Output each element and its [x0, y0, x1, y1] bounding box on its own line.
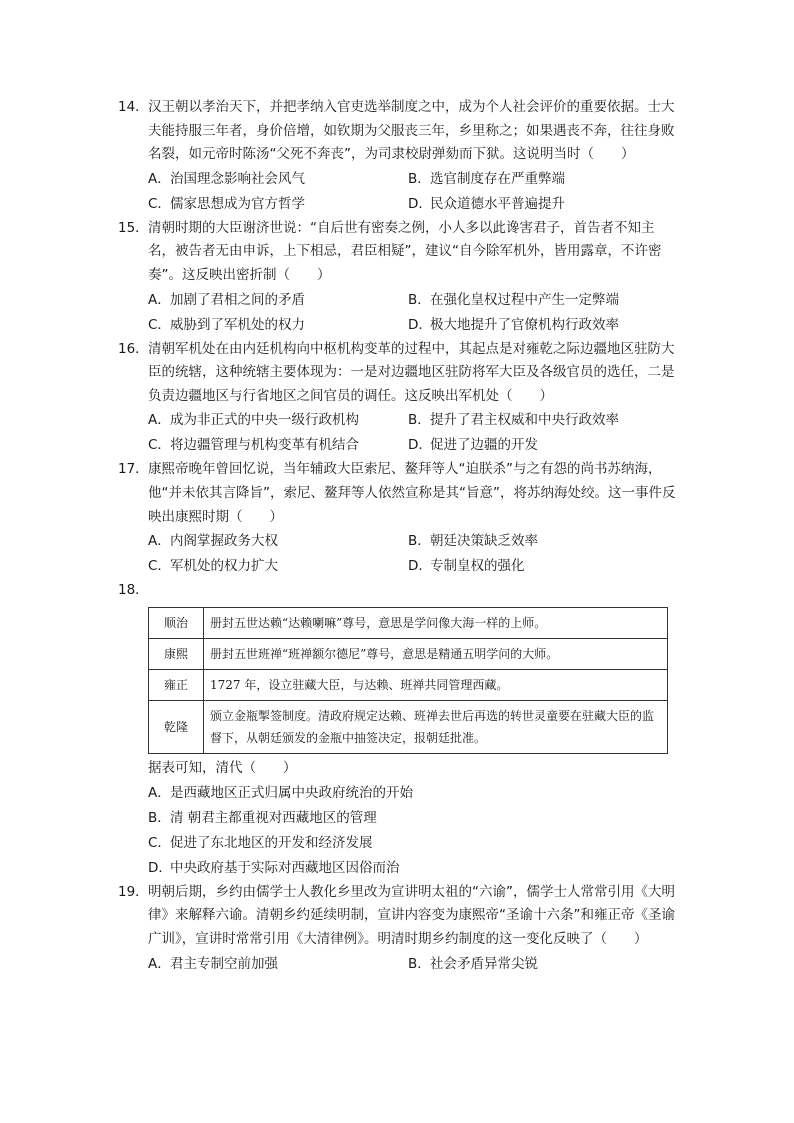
question-text: 汉王朝以孝治天下，并把孝纳入官吏选举制度之中，成为个人社会评价的重要依据。士大夫能持服三年者，身价倍增，如钦期为父服丧三年，乡里称之；如果遇丧不奔，往往身败名裂，如元帝时陈汤“父死不奔丧”，为司隶校尉弹劾而下狱。这说明当时（ ） [148, 99, 675, 163]
option-a[interactable]: A．治国理念影响社会风气 [148, 170, 305, 187]
question-stem [118, 217, 678, 288]
question-14 [118, 96, 678, 217]
question-stem [118, 579, 678, 603]
options [118, 529, 678, 579]
question-text: 明朝后期，乡约由儒学士人教化乡里改为宣讲明太祖的“六谕”，儒学士人常常引用《大明律》来解释六谕。清朝乡约延续明制，宣讲内容变为康熙帝“圣谕十六条”和雍正帝《圣谕广训》，宣讲时常常引用《大清律例》。明清时期乡约制度的这一变化反映了（ ） [148, 883, 675, 947]
option-c[interactable]: C．军机处的权力扩大 [148, 558, 278, 575]
option-d[interactable]: D．促进了边疆的开发 [408, 437, 538, 454]
question-stem [118, 96, 678, 167]
option-d[interactable]: D．中央政府基于实际对西藏地区因俗而治 [148, 859, 400, 876]
question-stem [118, 881, 678, 952]
table-cell-content: 册封五世达赖“达赖喇嘛”尊号，意思是学问像大海一样的上师。 [204, 607, 668, 638]
table-cell-content: 册封五世班禅“班禅额尔德尼”尊号，意思是精通五明学问的大师。 [204, 638, 668, 669]
option-b[interactable]: B．在强化皇权过程中产生一定弊端 [408, 291, 619, 308]
option-a[interactable]: A．内阁掌握政务大权 [148, 533, 278, 550]
option-a[interactable]: A．加剧了君相之间的矛盾 [148, 291, 305, 308]
question-number: 15． [118, 219, 149, 236]
option-c[interactable]: C．儒家思想成为官方哲学 [148, 195, 305, 212]
question-number: 17． [118, 461, 149, 478]
question-stem [118, 338, 678, 409]
table-row [149, 638, 668, 669]
exam-page [118, 96, 678, 977]
table-cell-era: 雍正 [149, 669, 204, 700]
option-c[interactable]: C．威胁到了军机处的权力 [148, 316, 305, 333]
option-b[interactable]: B．清 朝君主都重视对西藏地区的管理 [148, 809, 377, 826]
options [118, 167, 678, 217]
question-19 [118, 881, 678, 977]
options [118, 781, 678, 881]
option-a[interactable]: A．是西藏地区正式归属中央政府统治的开始 [148, 784, 413, 801]
table-cell-era: 顺治 [149, 607, 204, 638]
history-table [148, 607, 668, 754]
question-18 [118, 579, 678, 881]
option-d[interactable]: D．专制皇权的强化 [408, 558, 525, 575]
question-text: 据表可知，清代（ ） [148, 759, 297, 776]
option-d[interactable]: D．民众道德水平普遍提升 [408, 195, 565, 212]
question-number: 19． [118, 883, 149, 900]
question-text: 清朝时期的大臣谢济世说：“自后世有密奏之例，小人多以此谗害君子，首告者不知主名，被告者无由申诉，上下相忌，君臣相疑”，建议“自今除军机外，皆用露章，不许密奏”。这反映出密折制（ ） [148, 219, 662, 283]
question-number: 14． [118, 99, 149, 115]
option-a[interactable]: A．成为非正式的中央一级行政机构 [148, 412, 359, 429]
table-row [149, 607, 668, 638]
table-cell-content: 1727 年，设立驻藏大臣，与达赖、班禅共同管理西藏。 [204, 669, 668, 700]
option-c[interactable]: C．促进了东北地区的开发和经济发展 [148, 834, 373, 851]
question-number: 18． [118, 582, 149, 599]
table-cell-era: 康熙 [149, 638, 204, 669]
question-number: 16． [118, 340, 149, 357]
options [118, 952, 678, 977]
option-b[interactable]: B．选官制度存在严重弊端 [408, 170, 565, 187]
table-cell-content: 颁立金瓶掣签制度。清政府规定达赖、班禅去世后再选的转世灵童要在驻藏大臣的监督下，从朝廷颁发的金瓶中抽签决定，报朝廷批准。 [204, 700, 668, 753]
question-15 [118, 217, 678, 338]
question-text: 康熙帝晚年曾回忆说，当年辅政大臣索尼、鳌拜等人“迫朕杀”与之有怨的尚书苏纳海，他“并未依其言降旨”，索尼、鳌拜等人依然宣称是其“旨意”，将苏纳海处绞。这一事件反映出康熙时期（ ） [148, 461, 676, 525]
option-b[interactable]: B．朝廷决策缺乏效率 [408, 533, 538, 550]
options [118, 288, 678, 338]
option-b[interactable]: B．社会矛盾异常尖锐 [408, 955, 538, 972]
question-16 [118, 338, 678, 459]
table-row [149, 669, 668, 700]
table-cell-era: 乾隆 [149, 700, 204, 753]
question-stem [118, 458, 678, 529]
option-d[interactable]: D．极大地提升了官僚机构行政效率 [408, 316, 619, 333]
question-text: 清朝军机处在由内廷机构向中枢机构变革的过程中，其起点是对雍乾之际边疆地区驻防大臣的统辖，这种统辖主要体现为：一是对边疆地区驻防将军大臣及各级官员的选任，二是负责边疆地区与行省地区之间官员的调任。这反映出军机处（ ） [148, 340, 675, 404]
table-row [149, 700, 668, 753]
option-a[interactable]: A．君主专制空前加强 [148, 955, 278, 972]
options [118, 408, 678, 458]
option-c[interactable]: C．将边疆管理与机构变革有机结合 [148, 437, 359, 454]
option-b[interactable]: B．提升了君主权威和中央行政效率 [408, 412, 619, 429]
question-17 [118, 458, 678, 579]
